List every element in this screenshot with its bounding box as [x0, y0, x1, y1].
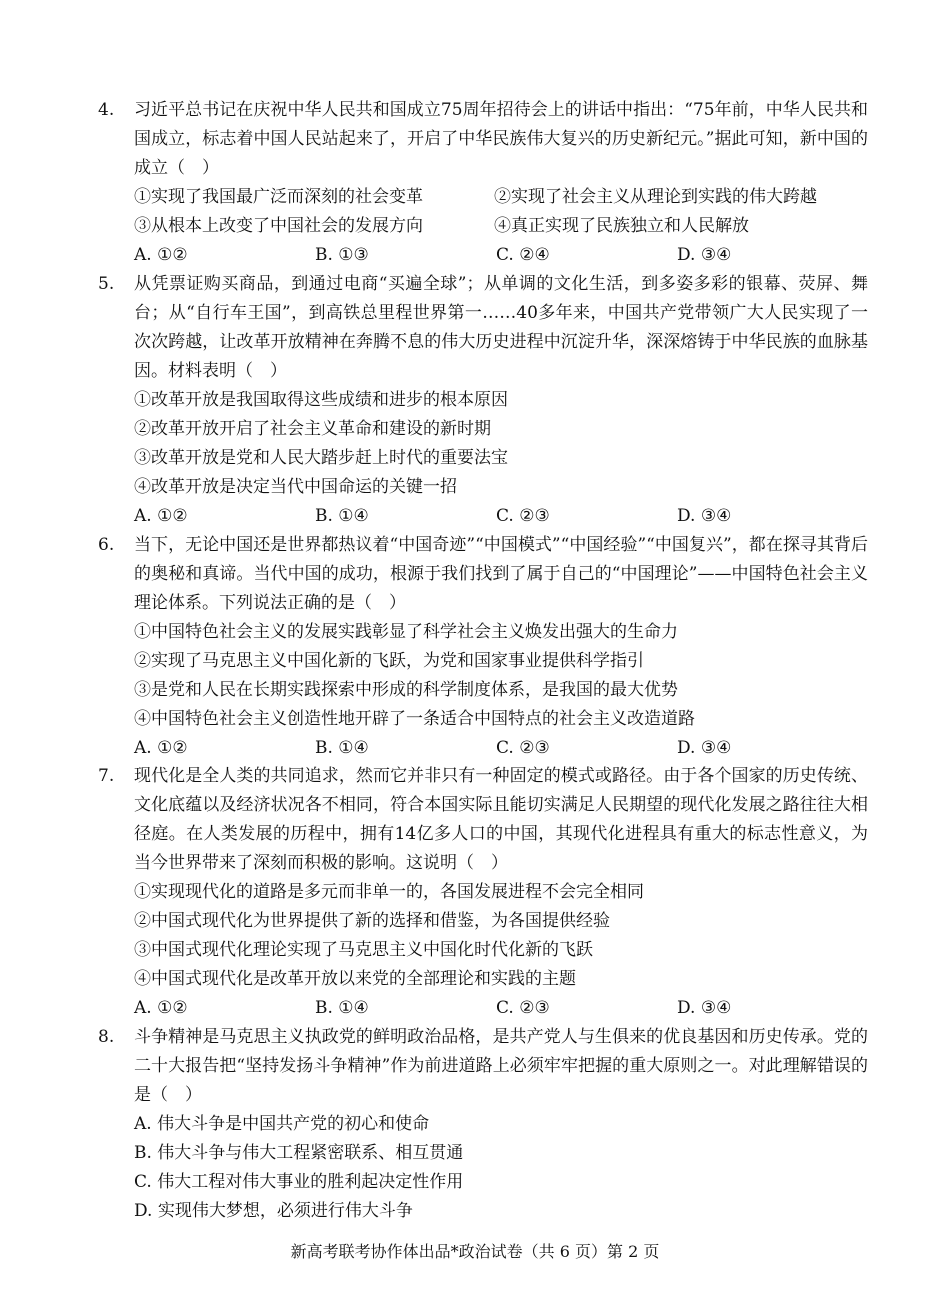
choice-row: [134, 241, 868, 270]
question-stem: 习近平总书记在庆祝中华人民共和国成立75周年招待会上的讲话中指出：“75年前，中华人民共和国成立，标志着中国人民站起来了，开启了中华民族伟大复兴的历史新纪元。”据此可知，新中国的成立（ ）: [134, 100, 868, 178]
statement: ②实现了马克思主义中国化新的飞跃，为党和国家事业提供科学指引: [134, 651, 644, 671]
choice-d: D. ③④: [677, 245, 732, 265]
choice-row: [134, 502, 868, 531]
page-footer: 新高考联考协作体出品*政治试卷（共 6 页）第 2 页: [290, 1242, 660, 1261]
question-stem: 现代化是全人类的共同追求，然而它并非只有一种固定的模式或路径。由于各个国家的历史传统、文化底蕴以及经济状况各不相同，符合本国实际且能切实满足人民期望的现代化发展之路往往大相径庭。在人类发展的历程中，拥有14亿多人口的中国，其现代化进程具有重大的标志性意义，为当今世界带来了深刻而积极的影响。这说明（ ）: [134, 766, 868, 873]
choice-b: B. ①④: [315, 998, 369, 1018]
question-stem: 当下，无论中国还是世界都热议着“中国奇迹”“中国模式”“中国经验”“中国复兴”，都在探寻其背后的奥秘和真谛。当代中国的成功，根源于我们找到了属于自己的“中国理论”——中国特色社会主义理论体系。下列说法正确的是（ ）: [134, 535, 868, 613]
option-b: B. 伟大斗争与伟大工程紧密联系、相互贯通: [134, 1143, 464, 1163]
choice-d: D. ③④: [677, 506, 732, 526]
question-stem: 从凭票证购买商品，到通过电商“买遍全球”；从单调的文化生活，到多姿多彩的银幕、荧屏、舞台；从“自行车王国”，到高铁总里程世界第一……40多年来，中国共产党带领广大人民实现了一次次跨越，让改革开放精神在奔腾不息的伟大历史进程中沉淀升华，深深熔铸于中华民族的血脉基因。材料表明（ ）: [134, 274, 868, 381]
choice-b: B. ①④: [315, 506, 369, 526]
choice-a: A. ①②: [134, 245, 188, 265]
choice-row: [134, 734, 868, 763]
statement-row: [134, 212, 868, 241]
option-a: A. 伟大斗争是中国共产党的初心和使命: [134, 1114, 430, 1134]
option-d: D. 实现伟大梦想，必须进行伟大斗争: [134, 1201, 413, 1221]
statement: ④中国特色社会主义创造性地开辟了一条适合中国特点的社会主义改造道路: [134, 709, 695, 729]
statement: ④中国式现代化是改革开放以来党的全部理论和实践的主题: [134, 969, 576, 989]
statement-row: [134, 183, 868, 212]
statement: ①改革开放是我国取得这些成绩和进步的根本原因: [134, 390, 508, 410]
choice-b: B. ①④: [315, 738, 369, 758]
question-5: [98, 270, 868, 531]
choice-d: D. ③④: [677, 738, 732, 758]
statement: ②中国式现代化为世界提供了新的选择和借鉴，为各国提供经验: [134, 911, 610, 931]
statement: ②改革开放开启了社会主义革命和建设的新时期: [134, 419, 491, 439]
question-stem: 斗争精神是马克思主义执政党的鲜明政治品格，是共产党人与生俱来的优良基因和历史传承。党的二十大报告把“坚持发扬斗争精神”作为前进道路上必须牢牢把握的重大原则之一。对此理解错误的是（ ）: [134, 1027, 868, 1105]
question-7: [98, 762, 868, 1023]
statement: ④真正实现了民族独立和人民解放: [494, 216, 749, 236]
choice-a: A. ①②: [134, 738, 188, 758]
choice-c: C. ②③: [496, 998, 550, 1018]
statement: ①实现现代化的道路是多元而非单一的，各国发展进程不会完全相同: [134, 882, 644, 902]
choice-c: C. ②③: [496, 506, 550, 526]
question-number: 5.: [98, 274, 115, 294]
statement: ③改革开放是党和人民大踏步赶上时代的重要法宝: [134, 448, 508, 468]
statement: ①中国特色社会主义的发展实践彰显了科学社会主义焕发出强大的生命力: [134, 622, 678, 642]
statement: ③是党和人民在长期实践探索中形成的科学制度体系，是我国的最大优势: [134, 680, 678, 700]
question-number: 7.: [98, 766, 115, 786]
statement: ④改革开放是决定当代中国命运的关键一招: [134, 477, 457, 497]
question-number: 8.: [98, 1027, 115, 1047]
question-4: [98, 96, 868, 270]
choice-row: [134, 994, 868, 1023]
statement: ②实现了社会主义从理论到实践的伟大跨越: [494, 187, 817, 207]
question-8: [98, 1023, 868, 1226]
choice-c: C. ②③: [496, 738, 550, 758]
statement: ③中国式现代化理论实现了马克思主义中国化时代化新的飞跃: [134, 940, 593, 960]
statement: ③从根本上改变了中国社会的发展方向: [134, 216, 423, 236]
question-number: 4.: [98, 100, 115, 120]
option-c: C. 伟大工程对伟大事业的胜利起决定性作用: [134, 1172, 464, 1192]
choice-d: D. ③④: [677, 998, 732, 1018]
choice-a: A. ①②: [134, 998, 188, 1018]
statement: ①实现了我国最广泛而深刻的社会变革: [134, 187, 423, 207]
choice-a: A. ①②: [134, 506, 188, 526]
choice-b: B. ①③: [315, 245, 369, 265]
question-number: 6.: [98, 535, 115, 555]
question-6: [98, 531, 868, 763]
choice-c: C. ②④: [496, 245, 550, 265]
